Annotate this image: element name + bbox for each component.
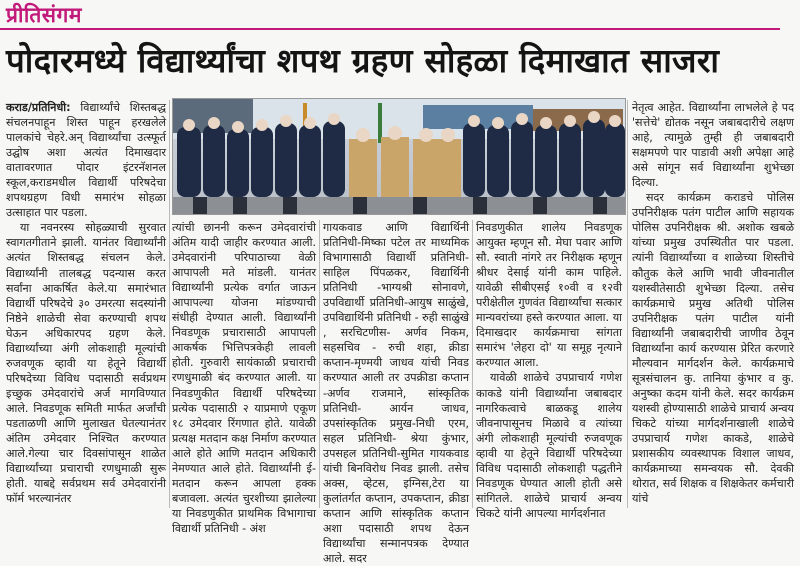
section-rule: [0, 28, 780, 30]
byline: कराड/प्रतिनिधी:: [6, 101, 71, 114]
col5-para-2: सदर कार्यक्रम कराडचे पोलिस उपनिरीक्षक पतंग पाटील आणि सहायक पोलिस उपनिरीक्षक श्री. अशोक खबळे यांच्या प्रमुख उपस्थितीत पार पडला. त्यांनी विद्यार्थ्यांच्या व शाळेच्या शिस्तीचे कौतुक केले आणि भावी जीवनातील यशस्वीतेसाठी शुभेच्छा दिल्या. तसेच कार्यक्रमाचे प्रमुख अतिथी पोलिस उपनिरीक्षक पतंग पाटील यांनी विद्यार्थ्यांनी जबाबदारीची जाणीव ठेवून विद्यार्थ्यांना कार्य करण्यास प्रेरित करणारे मौल्यवान मार्गदर्शन केले. कार्यक्रमाचे सूत्रसंचालन कु. तानिया कुंभार व कु. अनुष्का कदम यांनी केले. सदर कार्यक्रम यशस्वी होण्यासाठी शाळेचे प्राचार्य अन्वय चिकटे यांच्या मार्गदर्शनाखाली शाळेचे उपप्राचार्य गणेश काकडे, शाळेचे प्रशासकीय व्यवस्थापक विशाल जाधव, कार्यक्रमाच्या समन्वयक सौ. देवकी थोरात, सर्व शिक्षक व शिक्षकेतर कर्मचारी यांचे: [632, 191, 794, 506]
col1-para-2: या नवनरस्य सोहळ्याची सुरवात स्वागतगीताने झाली. यानंतर विद्यार्थ्यांनी अत्यंत शिस्तबद्ध संचलन केले. विद्यार्थ्यांनी तालबद्ध पदन्यास करत सर्वांना आकर्षित केले.या समारंभात विद्यार्थी परिषदेचे ३० उमरत्या सदस्यांनी निष्ठेने शाळेची सेवा करण्याची शपथ घेऊन अधिकारपद ग्रहण केले. विद्यार्थ्यांच्या अंगी लोकशाही मूल्यांची रुजवणूक व्हावी या हेतूने विद्यार्थी परिषदेच्या विविध पदासाठी सर्वप्रथम इच्छुक उमेदवारांचे अर्ज मागविण्यात आले. निवडणूक समिती मार्फत अर्जांची पडताळणी आणि मुलाखत घेतल्यानंतर अंतिम उमेदवार निश्चित करण्यात आले.गेल्या चार दिवसांपासून शाळेत विद्यार्थ्यांच्या प्रचाराची रणधुमाळी सुरू होती. याबद्दे सर्वप्रथम सर्व उमेदवारांनी फॉर्म भरल्यानंतर: [6, 221, 166, 506]
headline: पोदारमध्ये विद्यार्थ्यांचा शपथ ग्रहण सोहळा दिमाखात साजरा: [6, 41, 720, 80]
section-header: [0, 0, 800, 26]
col2-para-1: त्यांची छाननी करून उमेदवारांची अंतिम यादी जाहीर करण्यात आली. उमेदवारांनी परिपाठाच्या वेळी आपापली मते मांडली. यानंतर विद्यार्थ्यांनी प्रत्येक वर्गात जाऊन आपापल्या योजना मांडण्याची संधीही देण्यात आली. विद्यार्थ्यांनी निवडणूक प्रचारासाठी आपापली आकर्षक भित्तिपत्रकेही लावली होती. गुरुवारी सायंकाळी प्रचाराची रणधुमाळी बंद करण्यात आली. या निवडणुकीत विद्यार्थी परिषदेच्या प्रत्येक पदासाठी २ याप्रमाणे एकूण १८ उमेदवार रिंगणात होते. यावेळी प्रत्यक्ष मतदान कक्ष निर्माण करण्यात आले होते आणि मतदान अधिकारी नेमण्यात आले होते. विद्यार्थ्यांनी ई- मतदान करून आपला हक्क बजावला. अत्यंत चुरशीच्या झालेल्या या निवडणुकीत प्राथमिक विभागाचा विद्यार्थी प्रतिनिधी - अंश: [172, 221, 316, 535]
article-column-4: [476, 220, 622, 520]
column-divider: [472, 220, 473, 508]
col3-para-1: गायकवाड आणि विद्यार्थिनी प्रतिनिधी-मिष्का पटेल तर माध्यमिक विभागासाठी विद्यार्थी प्रतिनिधी-साहिल पिंपळकर, विद्यार्थिनी प्रतिनिधी -भाग्यश्री सोनावणे, उपविद्यार्थी प्रतिनिधी-आयुष साळुंखे, उपविद्यार्थिनी प्रतिनिधी - रुही साळुंखे , सरचिटणीस- अर्णव निकम, सहसचिव - रुची शहा, क्रीडा कप्तान-मृण्मयी जाधव यांची निवड करण्यात आली तर उपक्रीडा कप्तान -अर्णव राजमाने, सांस्कृतिक प्रतिनिधी- आर्यन जाधव, उपसांस्कृतिक प्रमुख-निधी एरम, सहल प्रतिनिधी- श्रेया कुंभार, उपसहल प्रतिनिधी-सुमित गायकवाड यांची बिनविरोध निवड झाली. तसेच अक्स, व्हेटस, इग्निस,टेरा या कुलांतर्गत कप्तान, उपकप्तान, क्रीडा कप्तान आणि सांस्कृतिक कप्तान अशा पदासाठी शपथ देऊन विद्यार्थ्यांचा सन्मानपत्रक देण्यात आले. सदर: [323, 221, 469, 566]
article-column-1: [6, 100, 166, 510]
article-column-2: [172, 220, 316, 535]
col4-para-2: यावेळी शाळेचे उपप्राचार्य गणेश काकडे यांनी विद्यार्थ्यांना जबाबदार नागरिकत्वाचे बाळकडू शालेय जीवनापासूनच मिळावे व त्यांच्या अंगी लोकशाही मूल्यांची रुजवणूक व्हावी या हेतूने विद्यार्थी परिषदेच्या विविध पदासाठी लोकशाही पद्धतीने निवडणूक घेण्यात आली होती असे सांगितले. शाळेचे प्राचार्य अन्वय चिकटे यांनी आपल्या मार्गदर्शनात: [476, 371, 622, 520]
event-photo: [172, 98, 626, 215]
section-label: प्रीतिसंगम: [6, 3, 82, 27]
col5-para-1: नेतृत्व आहेत. विद्यार्थ्यांना लाभलेले हे पद 'सत्तेचे' द्योतक नसून जबाबदारीचे लक्षण आहे, त्यामुळे तुम्ही ही जबाबदारी सक्षमपणे पार पाडावी अशी अपेक्षा आहे असे सांगून सर्व विद्यार्थ्यांना शुभेच्छा दिल्या.: [632, 101, 794, 190]
col1-para-1: विद्यार्थ्यांचे शिस्तबद्ध संचलनपाहून शिस्त पाहून हरखलेले पालकांचे चेहरे.अन् विद्यार्थ्यांचा उत्स्फूर्त उद्घोष अशा अत्यंत दिमाखदार वातावरणात पोदार इंटरनॅशनल स्कूल,कराडमधील विद्यार्थी परिषदेचा शपथग्रहण विधी समारंभ सोहळा उत्साहात पार पडला.: [6, 101, 166, 220]
column-divider: [319, 220, 320, 508]
column-divider: [169, 100, 170, 508]
col4-para-1: निवडणुकीत शालेय निवडणूक आयुक्त म्हणून सौ. मेघा पवार आणि सौ. स्वाती नांगरे तर निरीक्षक म्हणून श्रीधर देसाई यांनी काम पाहिले. यावेळी सीबीएसई १०वी व १२वी परीक्षेतील गुणवंत विद्यार्थ्यांचा सत्कार मान्यवरांच्या हस्ते करण्यात आला. या दिमाखदार कार्यक्रमाचा सांगता समारंभ 'लेहरा दो' या समूह नृत्याने करण्यात आला.: [476, 221, 622, 370]
column-divider: [627, 100, 628, 508]
article-column-5: [632, 100, 794, 510]
article-column-3: [323, 220, 469, 566]
